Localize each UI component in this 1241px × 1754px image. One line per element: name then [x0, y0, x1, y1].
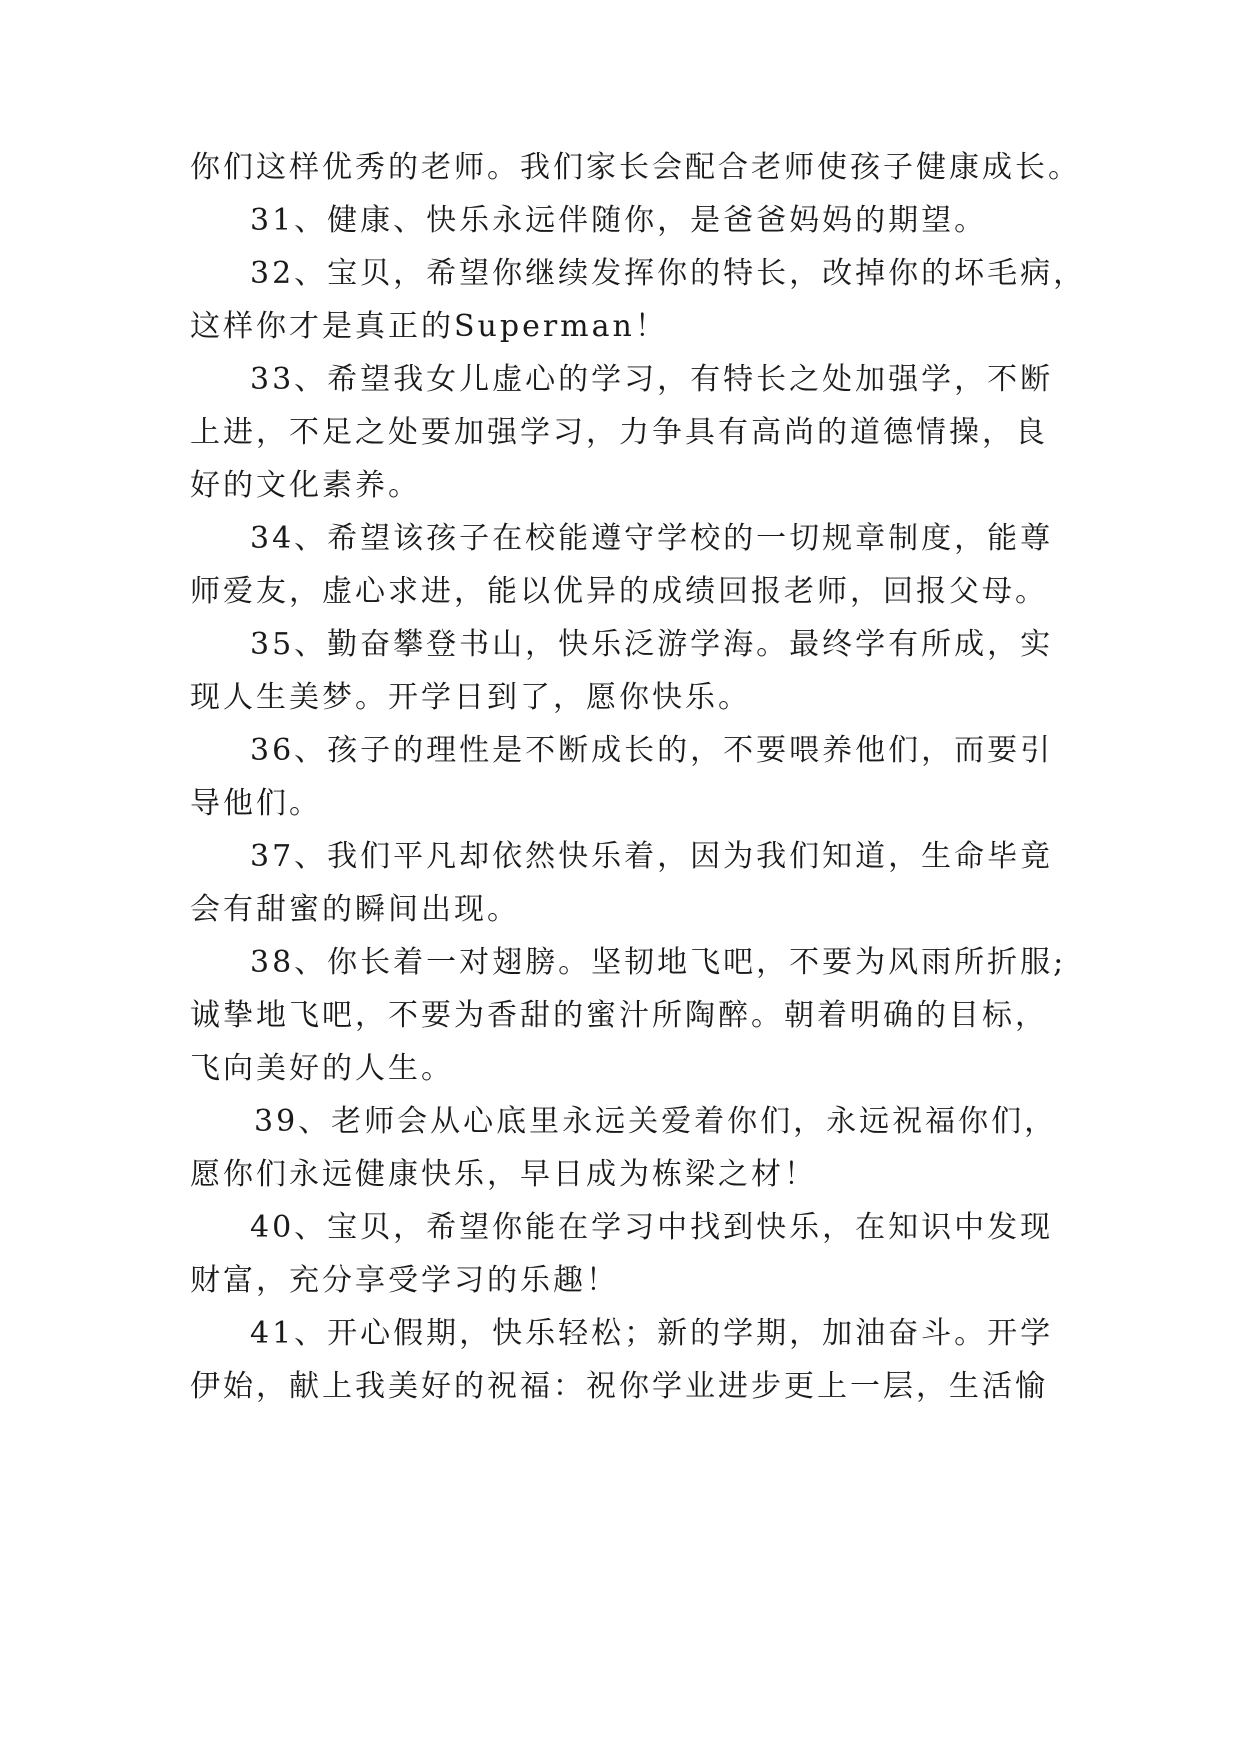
- text-line: 财富，充分享受学习的乐趣！: [190, 1263, 619, 1298]
- text-line: 35、勤奋攀登书山，快乐泛游学海。最终学有所成，实: [250, 627, 1054, 662]
- text-line: 现人生美梦。开学日到了，愿你快乐。: [190, 680, 751, 715]
- text-line: 愿你们永远健康快乐，早日成为栋梁之材！: [190, 1157, 817, 1192]
- text-line: 40、宝贝，希望你能在学习中找到快乐，在知识中发现: [250, 1210, 1054, 1245]
- text-line: 导他们。: [190, 786, 322, 821]
- text-line: 34、希望该孩子在校能遵守学校的一切规章制度，能尊: [250, 521, 1054, 556]
- text-line: 上进，不足之处要加强学习，力争具有高尚的道德情操，良: [190, 415, 1048, 450]
- text-line: 37、我们平凡却依然快乐着，因为我们知道，生命毕竟: [250, 839, 1054, 874]
- text-line: 诚挚地飞吧，不要为香甜的蜜汁所陶醉。朝着明确的目标，: [190, 998, 1048, 1033]
- text-line: 好的文化素养。: [190, 468, 421, 503]
- text-line: 39、老师会从心底里永远关爱着你们，永远祝福你们，: [254, 1104, 1058, 1139]
- text-line: 会有甜蜜的瞬间出现。: [190, 892, 520, 927]
- text-line: 36、孩子的理性是不断成长的，不要喂养他们，而要引: [250, 733, 1054, 768]
- text-line: 32、宝贝，希望你继续发挥你的特长，改掉你的坏毛病，: [250, 256, 1087, 291]
- text-line: 31、健康、快乐永远伴随你，是爸爸妈妈的期望。: [250, 203, 988, 238]
- text-line: 你们这样优秀的老师。我们家长会配合老师使孩子健康成长。: [190, 150, 1081, 185]
- text-line: 伊始，献上我美好的祝福：祝你学业进步更上一层，生活愉: [190, 1369, 1048, 1404]
- text-line: 这样你才是真正的Superman！: [190, 309, 668, 344]
- text-line: 38、你长着一对翅膀。坚韧地飞吧，不要为风雨所折服;: [250, 945, 1067, 980]
- text-line: 33、希望我女儿虚心的学习，有特长之处加强学，不断: [250, 362, 1054, 397]
- text-line: 飞向美好的人生。: [190, 1051, 454, 1086]
- text-line: 师爱友，虚心求进，能以优异的成绩回报老师，回报父母。: [190, 574, 1048, 609]
- text-line: 41、开心假期，快乐轻松；新的学期，加油奋斗。开学: [250, 1316, 1054, 1351]
